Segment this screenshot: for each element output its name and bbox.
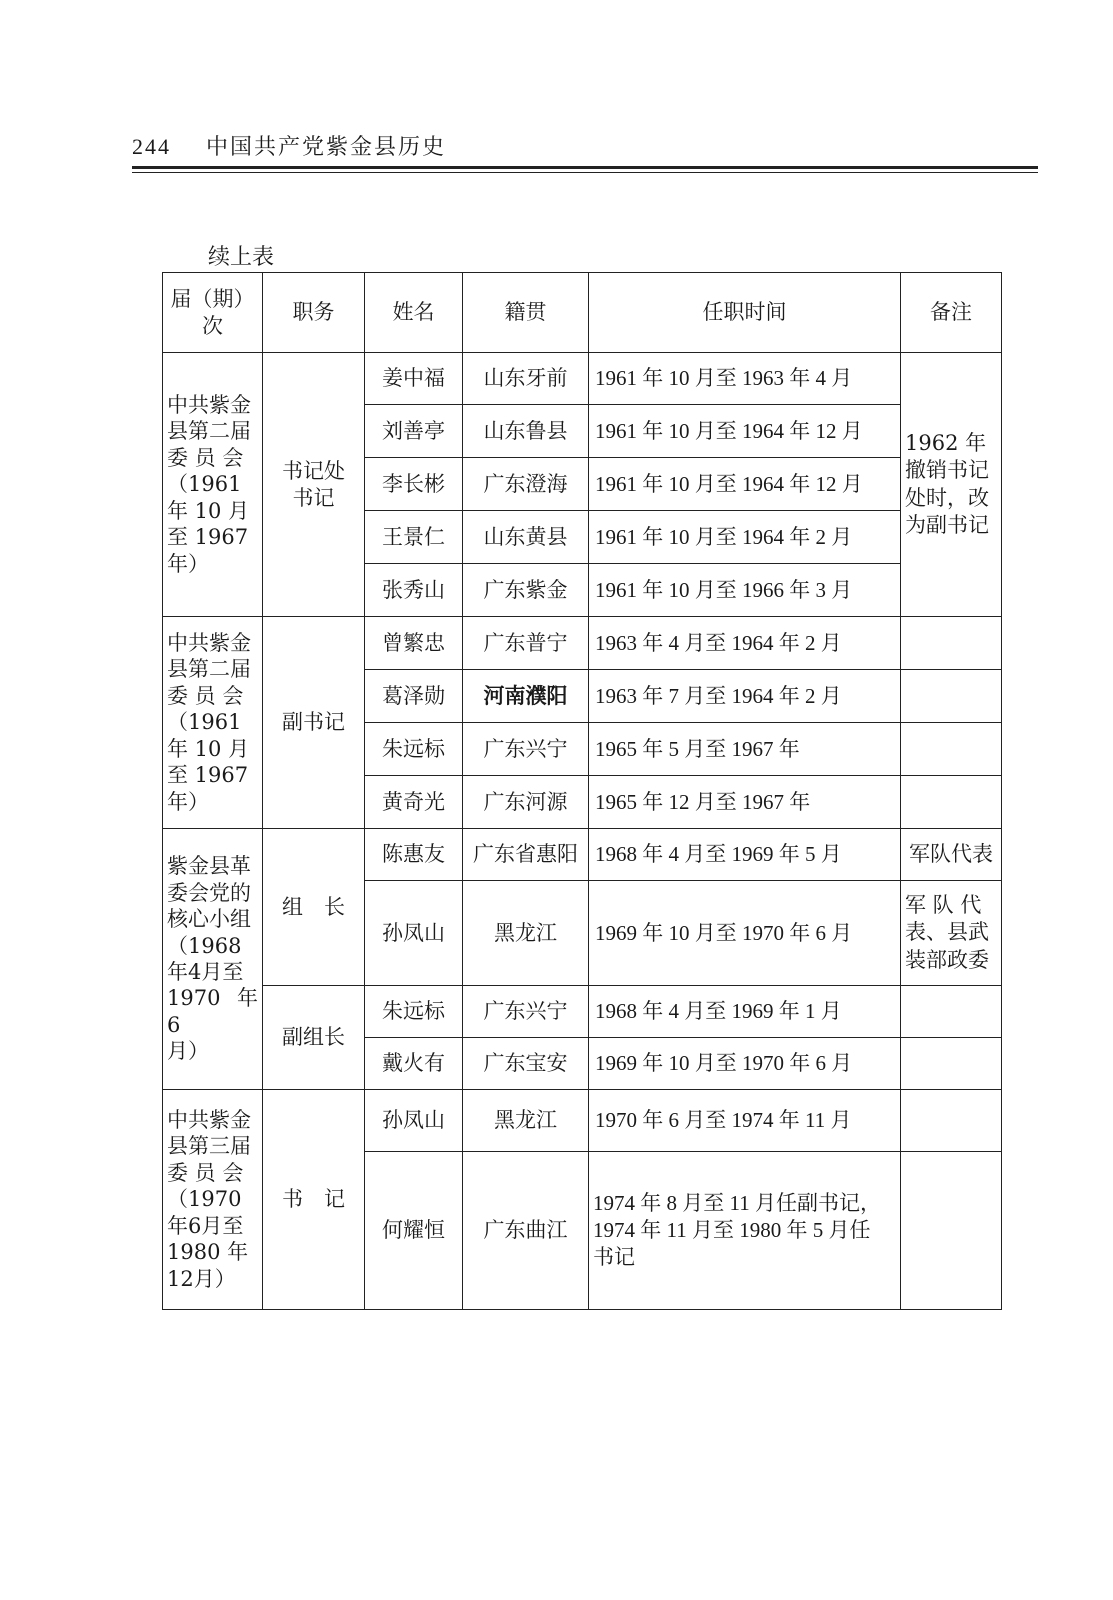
table-caption: 续上表 [208, 245, 275, 270]
name-cell: 孙凤山 [365, 881, 463, 986]
note-cell-empty [901, 1152, 1002, 1310]
name-cell: 张秀山 [365, 564, 463, 617]
running-header [132, 130, 446, 161]
table-row [163, 1090, 1002, 1152]
term-cell: 1969 年 10 月至 1970 年 6 月 [589, 1038, 901, 1090]
term-cell: 1968 年 4 月至 1969 年 5 月 [589, 829, 901, 881]
note-cell-empty [901, 723, 1002, 776]
header-rule-thin [132, 172, 1038, 173]
name-cell: 朱远标 [365, 723, 463, 776]
name-cell: 孙凤山 [365, 1090, 463, 1152]
position-cell: 组 长 [263, 829, 365, 986]
name-cell: 曾繁忠 [365, 617, 463, 670]
name-cell: 王景仁 [365, 511, 463, 564]
origin-cell: 广东曲江 [463, 1152, 589, 1310]
origin-cell: 广东兴宁 [463, 986, 589, 1038]
origin-cell: 广东澄海 [463, 458, 589, 511]
name-cell: 戴火有 [365, 1038, 463, 1090]
origin-cell: 河南濮阳 [463, 670, 589, 723]
term-cell: 1965 年 12 月至 1967 年 [589, 776, 901, 829]
table-row [163, 829, 1002, 881]
page-number: 244 [132, 134, 171, 159]
origin-cell: 广东普宁 [463, 617, 589, 670]
position-cell: 书 记 [263, 1090, 365, 1310]
session-cell: 中共紫金 县第二届 委 员 会 （1961 年 10 月 至 1967 年） [163, 617, 263, 829]
col-header-session-label: 届（期） 次 [170, 287, 255, 338]
term-cell: 1969 年 10 月至 1970 年 6 月 [589, 881, 901, 986]
col-header-name: 姓名 [365, 273, 463, 353]
name-cell: 何耀恒 [365, 1152, 463, 1310]
origin-cell: 黑龙江 [463, 881, 589, 986]
session-cell: 中共紫金 县第三届 委 员 会 （1970 年6月至 1980 年 12月） [163, 1090, 263, 1310]
name-cell: 朱远标 [365, 986, 463, 1038]
term-cell: 1961 年 10 月至 1966 年 3 月 [589, 564, 901, 617]
origin-cell: 广东省惠阳 [463, 829, 589, 881]
officials-table [162, 272, 1002, 1310]
col-header-note: 备注 [901, 273, 1002, 353]
term-cell: 1961 年 10 月至 1964 年 2 月 [589, 511, 901, 564]
col-header-session [163, 273, 263, 353]
term-cell: 1968 年 4 月至 1969 年 1 月 [589, 986, 901, 1038]
term-cell: 1961 年 10 月至 1964 年 12 月 [589, 458, 901, 511]
name-cell: 姜中福 [365, 353, 463, 405]
origin-cell: 山东牙前 [463, 353, 589, 405]
term-cell: 1974 年 8 月至 11 月任副书记， 1974 年 11 月至 1980 年 5 月任 书记 [589, 1152, 901, 1310]
session-cell: 中共紫金 县第二届 委 员 会 （1961 年 10 月 至 1967 年） [163, 353, 263, 617]
table-row [163, 986, 1002, 1038]
session-cell: 紫金县革 委会党的 核心小组 （1968 年4月至 1970 年6 月） [163, 829, 263, 1090]
name-cell: 陈惠友 [365, 829, 463, 881]
term-cell: 1963 年 4 月至 1964 年 2 月 [589, 617, 901, 670]
note-cell: 1962 年 撤销书记 处时，改 为副书记 [901, 353, 1002, 617]
term-cell: 1963 年 7 月至 1964 年 2 月 [589, 670, 901, 723]
table-header-row [163, 273, 1002, 353]
note-cell: 军队代表 [901, 829, 1002, 881]
position-cell: 书记处 书记 [263, 353, 365, 617]
origin-cell: 黑龙江 [463, 1090, 589, 1152]
origin-cell: 山东黄县 [463, 511, 589, 564]
term-cell: 1970 年 6 月至 1974 年 11 月 [589, 1090, 901, 1152]
origin-cell: 广东兴宁 [463, 723, 589, 776]
origin-cell: 山东鲁县 [463, 405, 589, 458]
table-row [163, 353, 1002, 405]
note-cell-empty [901, 986, 1002, 1038]
col-header-position: 职务 [263, 273, 365, 353]
col-header-origin: 籍贯 [463, 273, 589, 353]
note-cell-empty [901, 1038, 1002, 1090]
term-cell: 1961 年 10 月至 1964 年 12 月 [589, 405, 901, 458]
position-cell: 副组长 [263, 986, 365, 1090]
note-cell-empty [901, 1090, 1002, 1152]
name-cell: 黄奇光 [365, 776, 463, 829]
col-header-term: 任职时间 [589, 273, 901, 353]
note-cell-empty [901, 670, 1002, 723]
book-title: 中国共产党紫金县历史 [206, 135, 447, 160]
term-cell: 1965 年 5 月至 1967 年 [589, 723, 901, 776]
note-cell-empty [901, 617, 1002, 670]
name-cell: 刘善亭 [365, 405, 463, 458]
name-cell: 李长彬 [365, 458, 463, 511]
name-cell: 葛泽勋 [365, 670, 463, 723]
origin-cell: 广东宝安 [463, 1038, 589, 1090]
table-row [163, 617, 1002, 670]
note-cell-empty [901, 776, 1002, 829]
origin-cell: 广东紫金 [463, 564, 589, 617]
header-rule-thick [132, 166, 1038, 169]
note-cell: 军 队 代 表、县武 装部政委 [901, 881, 1002, 986]
origin-cell: 广东河源 [463, 776, 589, 829]
position-cell: 副书记 [263, 617, 365, 829]
term-cell: 1961 年 10 月至 1963 年 4 月 [589, 353, 901, 405]
